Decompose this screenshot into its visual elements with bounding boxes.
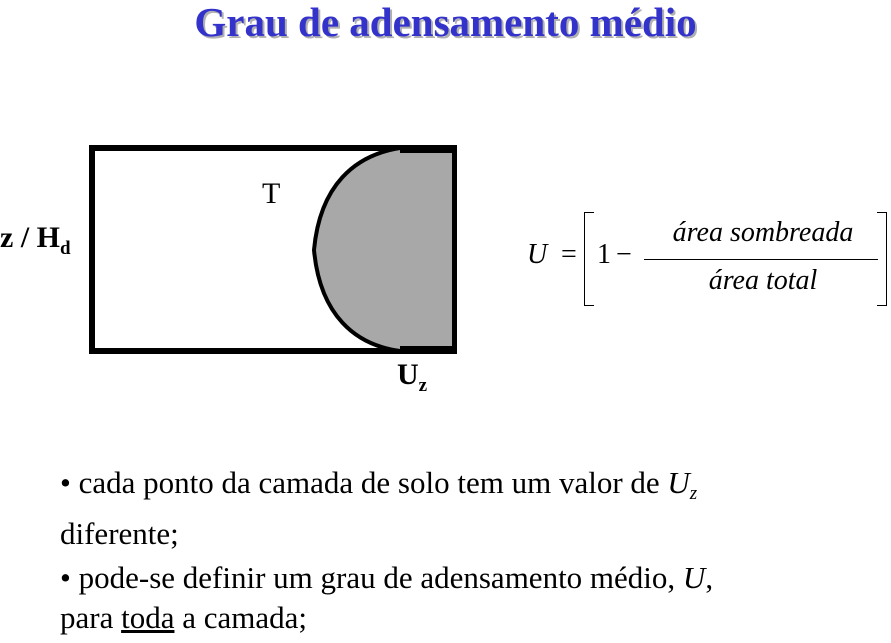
formula-minus: − bbox=[616, 239, 632, 270]
fraction-bar bbox=[644, 259, 878, 260]
formula-u: U bbox=[527, 239, 548, 270]
underlined-word: toda bbox=[121, 600, 175, 635]
consolidation-diagram bbox=[0, 140, 470, 410]
average-degree-formula bbox=[520, 208, 891, 308]
bottom-drain-edge bbox=[400, 346, 454, 353]
bullet-point-1: • cada ponto da camada de solo tem um valor de $U_z$ diferente; bbox=[60, 465, 698, 551]
right-bracket bbox=[877, 212, 887, 306]
formula-one: 1 bbox=[597, 239, 611, 270]
top-drain-edge bbox=[400, 146, 454, 153]
label-z-hd: z / $H_d$ bbox=[0, 221, 71, 259]
bullet-point-2: • pode-se definir um grau de adensamento médio, U, para toda a camada; bbox=[60, 560, 714, 635]
formula-numerator: área sombreada bbox=[672, 217, 854, 248]
left-bracket bbox=[584, 212, 594, 306]
page-title: Grau de adensamento médio bbox=[194, 0, 697, 45]
label-uz: $U_z$ bbox=[397, 358, 428, 396]
label-t: T bbox=[262, 177, 281, 210]
formula-equals: = bbox=[561, 239, 577, 270]
formula-denominator: área total bbox=[708, 265, 818, 296]
